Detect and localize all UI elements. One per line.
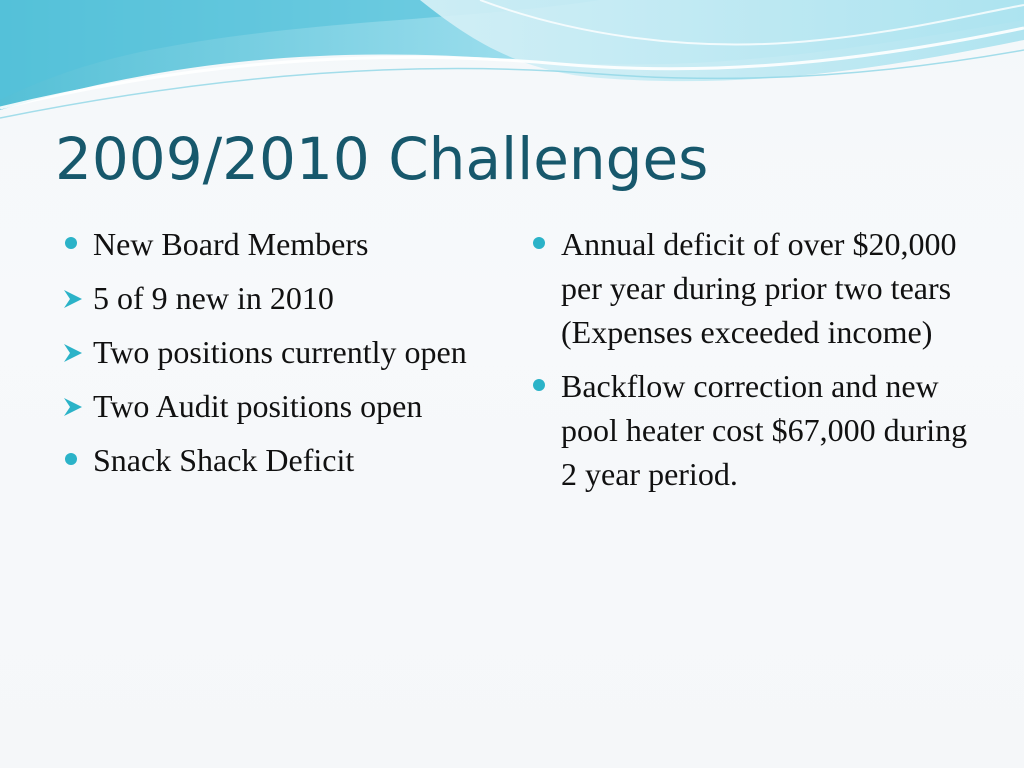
list-item [62, 222, 492, 266]
slide-title: 2009/2010 Challenges [55, 125, 709, 193]
round-bullet-icon [533, 237, 545, 249]
list-item [62, 438, 492, 482]
list-item-text: 5 of 9 new in 2010 [93, 280, 334, 316]
list-item [62, 276, 492, 320]
left-bullet-list [62, 222, 492, 482]
list-item [530, 364, 980, 496]
right-column [530, 222, 980, 506]
right-bullet-list [530, 222, 980, 496]
left-column [62, 222, 492, 492]
round-bullet-icon [65, 237, 77, 249]
list-item [530, 222, 980, 354]
list-item-text: Two positions currently open [93, 334, 467, 370]
list-item-text: Two Audit positions open [93, 388, 423, 424]
round-bullet-icon [533, 379, 545, 391]
list-item-text: New Board Members [93, 226, 369, 262]
list-item [62, 330, 492, 374]
arrow-bullet-icon [62, 342, 86, 364]
round-bullet-icon [65, 453, 77, 465]
arrow-bullet-icon [62, 288, 86, 310]
list-item-text: Snack Shack Deficit [93, 442, 355, 478]
header-wave-decoration [0, 0, 1024, 130]
list-item [62, 384, 492, 428]
arrow-bullet-icon [62, 396, 86, 418]
list-item-text: Backflow correction and new pool heater cost $67,000 during 2 year period. [561, 368, 968, 492]
list-item-text: Annual deficit of over $20,000 per year during prior two tears (Expenses exceeded income) [561, 226, 957, 350]
